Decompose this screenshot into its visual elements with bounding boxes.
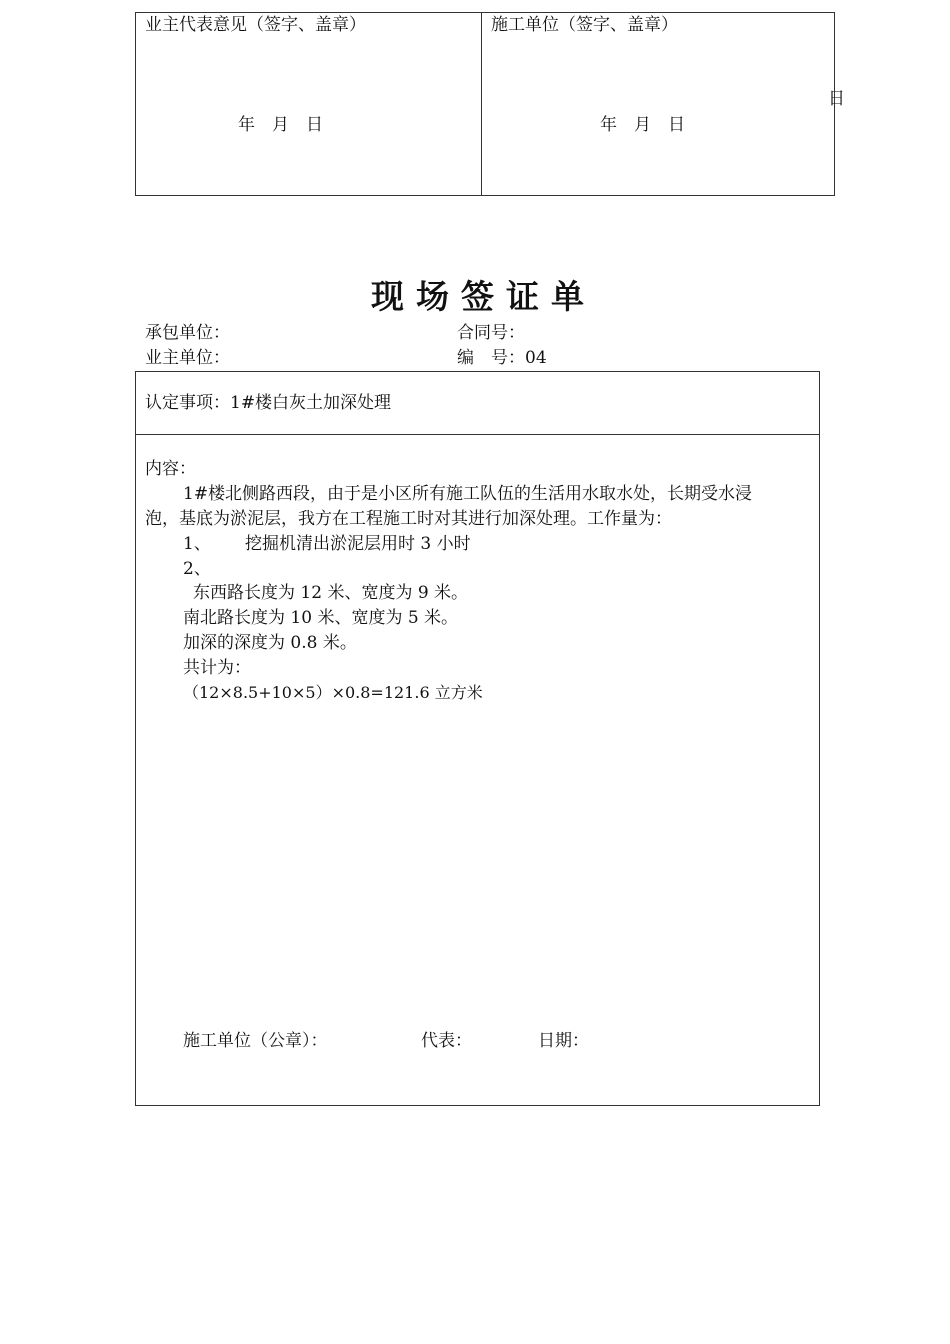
sign-date-label: 日期： (538, 1031, 589, 1051)
top-signature-table (135, 12, 835, 196)
content-label: 内容： (145, 459, 196, 479)
stray-day-char: 日 (828, 89, 845, 109)
paragraph-line-2: 泡，基底为淤泥层，我方在工程施工时对其进行加深处理。工作量为： (145, 509, 672, 529)
total-label: 共计为： (183, 658, 251, 678)
list-item-1-number: 1、 (183, 534, 211, 554)
contractor-sign-header: 施工单位（签字、盖章） (491, 15, 678, 35)
form-table-row-divider (135, 434, 820, 435)
east-west-road: 东西路长度为 12 米、宽度为 9 米。 (193, 583, 469, 603)
sign-unit-label: 施工单位（公章）： (183, 1031, 328, 1051)
sign-representative-label: 代表： (421, 1031, 472, 1051)
confirmed-item: 认定事项：1#楼白灰土加深处理 (145, 393, 392, 413)
owner-date: 年 月 日 (238, 115, 323, 135)
contractor-label: 承包单位： (145, 323, 230, 343)
depth-line: 加深的深度为 0.8 米。 (183, 633, 357, 653)
form-table (135, 371, 820, 1106)
volume-formula: （12×8.5+10×5）×0.8=121.6 立方米 (183, 683, 483, 702)
list-item-1-text: 挖掘机清出淤泥层用时 3 小时 (245, 534, 471, 554)
north-south-road: 南北路长度为 10 米、宽度为 5 米。 (183, 608, 459, 628)
list-item-2-number: 2、 (183, 559, 211, 579)
owner-label: 业主单位： (145, 348, 230, 368)
page-title: 现场签证单 (371, 277, 596, 316)
serial-number: 编 号：04 (457, 348, 547, 368)
paragraph-line-1: 1#楼北侧路西段，由于是小区所有施工队伍的生活用水取水处，长期受水浸 (183, 484, 753, 504)
top-table-divider (481, 12, 482, 196)
contractor-date: 年 月 日 (600, 115, 685, 135)
contract-no-label: 合同号： (457, 323, 525, 343)
owner-opinion-header: 业主代表意见（签字、盖章） (145, 15, 366, 35)
